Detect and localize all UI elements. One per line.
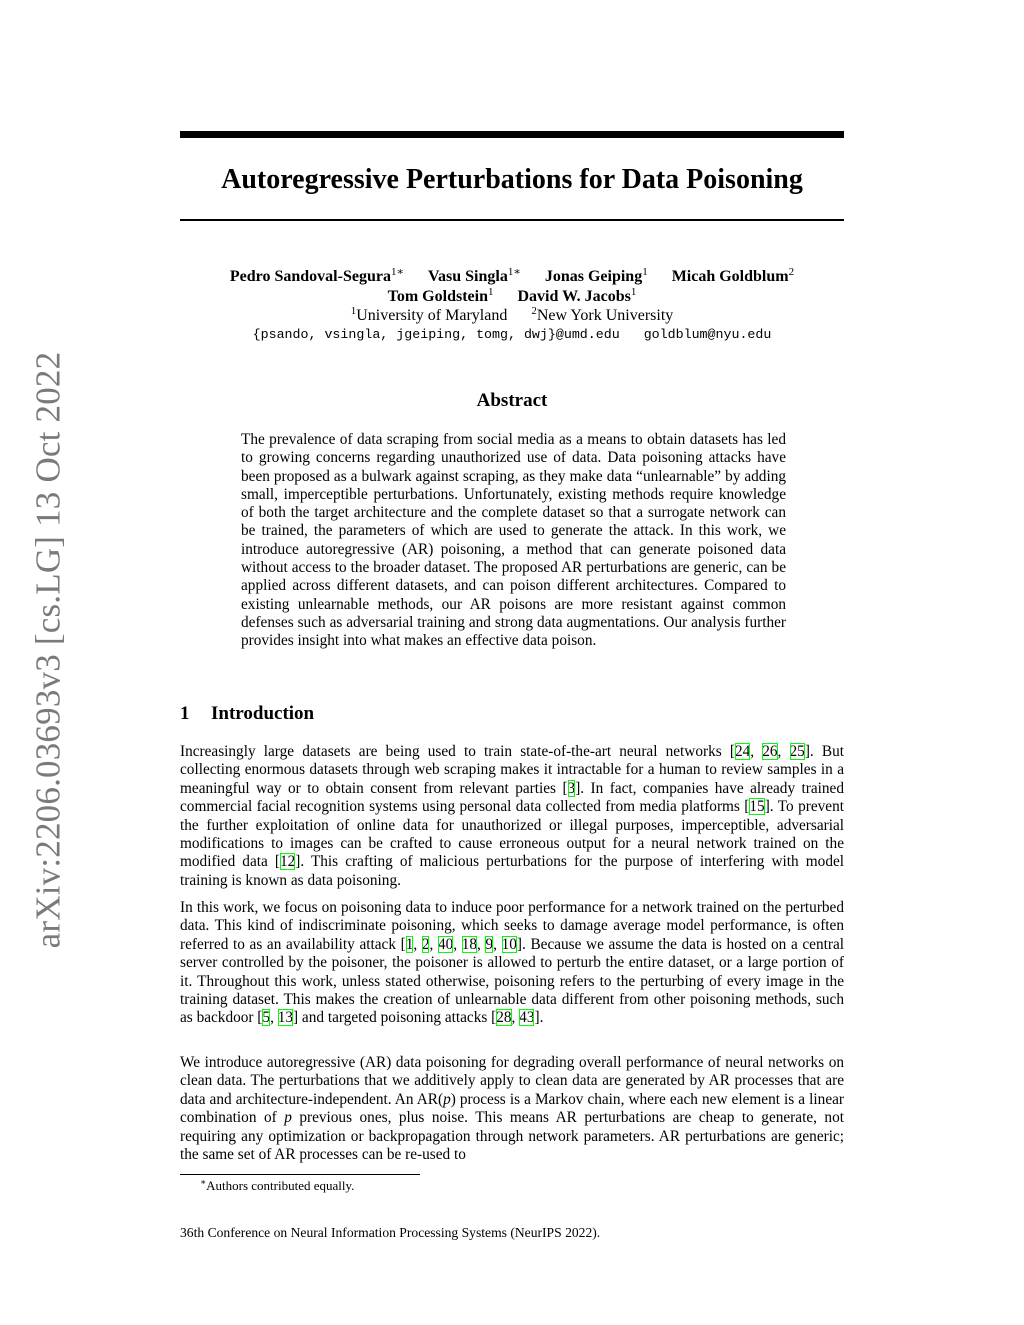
arxiv-identifier	[25, 351, 71, 949]
footnote-mark: ∗	[200, 1177, 207, 1187]
body-paragraph: We introduce autoregressive (AR) data poisoning for degrading overall performance of neural networks on clean data. The perturbations that we additively apply to clean data are generated by AR processes that are data and architecture-independent. An AR(p) process is a Markov chain, where each new element is a linear combination of p previous ones, plus noise. This means AR perturbations are cheap to generate, not requiring any optimization or backpropagation through network parameters. AR perturbations are generic; the same set of AR processes can be re-used to	[180, 1054, 844, 1164]
paper-title: Autoregressive Perturbations for Data Poisoning	[221, 164, 803, 195]
citation-link[interactable]: 26	[762, 743, 778, 760]
email: {psando, vsingla, jgeiping, tomg, dwj}@umd.edu	[252, 327, 620, 342]
citation-link[interactable]: 18	[461, 935, 478, 953]
abstract-text: The prevalence of data scraping from social media as a means to obtain datasets has led to growing concerns regarding unauthorized use of data. Data poisoning attacks have been proposed as a bulwark against scraping, as they make data “unlearnable” by adding small, imperceptible perturbations. Unfortunately, existing methods require knowledge of both the target architecture and the complete dataset so that a surrogate network can be trained, the parameters of which are used to generate the attack. In this work, we introduce autoregressive (AR) poisoning, a method that can generate poisoned data without access to the broader dataset. The proposed AR perturbations are generic, can be applied across different datasets, and can poison different architectures. Compared to existing unlearnable methods, our AR poisons are more resistant against common defenses such as adversarial training and strong data augmentations. Our analysis further provides insight into what makes an effective data poison.	[241, 431, 786, 650]
author-list-row-2	[180, 287, 844, 307]
author: Vasu Singla$^{1∗}$	[427, 266, 521, 285]
citation-link[interactable]: 24	[734, 743, 751, 760]
title-rule-top	[180, 131, 844, 138]
section-number: 1	[180, 703, 190, 724]
email: goldblum@nyu.edu	[643, 327, 772, 342]
citation-link[interactable]: 40	[437, 935, 454, 953]
venue-note: 36th Conference on Neural Information Processing Systems (NeurIPS 2022).	[180, 1225, 601, 1240]
body-paragraph: Increasingly large datasets are being used to train state-of-the-art neural networks [24, 26, 25]. But collecting enormous datasets through web scraping makes it intractable for a human to review samples in a meaningful way or to obtain consent from relevant parties [3]. In fact, companies have already trained commercial facial recognition systems using personal data collected from media platforms [15]. To prevent the further exploitation of online data for unauthorized or illegal purposes, imperceptible, adversarial modifications to images can be crafted to cause erroneous output for a neural network trained on the modified data [12]. This crafting of malicious perturbations for the purpose of interfering with model training is known as data poisoning.	[180, 743, 845, 889]
affiliation: $^2$New York University	[531, 305, 674, 324]
author-emails	[180, 326, 844, 344]
title-rule-bottom	[180, 219, 844, 221]
footnote-text: Authors contributed equally.	[206, 1178, 355, 1193]
citation-link[interactable]: 2	[421, 935, 430, 953]
citation-link[interactable]: 13	[277, 1009, 294, 1027]
footnote-rule	[180, 1174, 420, 1175]
author: Pedro Sandoval-Segura$^{1∗}$	[229, 266, 404, 285]
section-title: Introduction	[211, 703, 315, 724]
author: Tom Goldstein$^1$	[387, 286, 494, 305]
citation-link[interactable]: 12	[279, 853, 296, 871]
body-paragraph: In this work, we focus on poisoning data to induce poor performance for a network trained on the perturbed data. This kind of indiscriminate poisoning, which seeks to damage average model performance, is often referred to as an availability attack [1, 2, 40, 18, 9, 10]. Because we assume the data is hosted on a central server controlled by the poisoner, the poisoner is allowed to perturb the entire dataset, or a large portion of it. Throughout this work, unless stated otherwise, poisoning refers to the perturbing of every image in the training dataset. This makes the creation of unlearnable data different from other poisoning methods, such as backdoor [5, 13] and targeted poisoning attacks [28, 43].	[180, 899, 845, 1027]
citation-link[interactable]: 5	[262, 1009, 271, 1027]
affiliations	[180, 306, 844, 326]
citation-link[interactable]: 25	[789, 743, 805, 760]
math-variable: p	[443, 1090, 451, 1108]
citation-link[interactable]: 15	[749, 798, 765, 816]
author-list-row-1	[180, 267, 844, 287]
arxiv-identifier-text: arXiv:2206.03693v3 [cs.LG] 13 Oct 2022	[28, 351, 68, 949]
footnote	[200, 1178, 354, 1194]
math-variable: p	[284, 1109, 292, 1127]
author: Micah Goldblum$^2$	[671, 266, 795, 285]
citation-link[interactable]: 28	[496, 1009, 512, 1027]
affiliation: $^1$University of Maryland	[350, 305, 508, 324]
citation-link[interactable]: 43	[519, 1009, 535, 1027]
citation-link[interactable]: 10	[501, 935, 517, 953]
abstract-heading: Abstract	[476, 390, 548, 411]
section-heading	[180, 702, 844, 726]
citation-link[interactable]: 9	[485, 935, 494, 953]
author: David W. Jacobs$^1$	[517, 286, 637, 305]
author: Jonas Geiping$^1$	[544, 266, 648, 285]
citation-link[interactable]: 3	[567, 779, 576, 797]
citation-link[interactable]: 1	[405, 935, 414, 953]
